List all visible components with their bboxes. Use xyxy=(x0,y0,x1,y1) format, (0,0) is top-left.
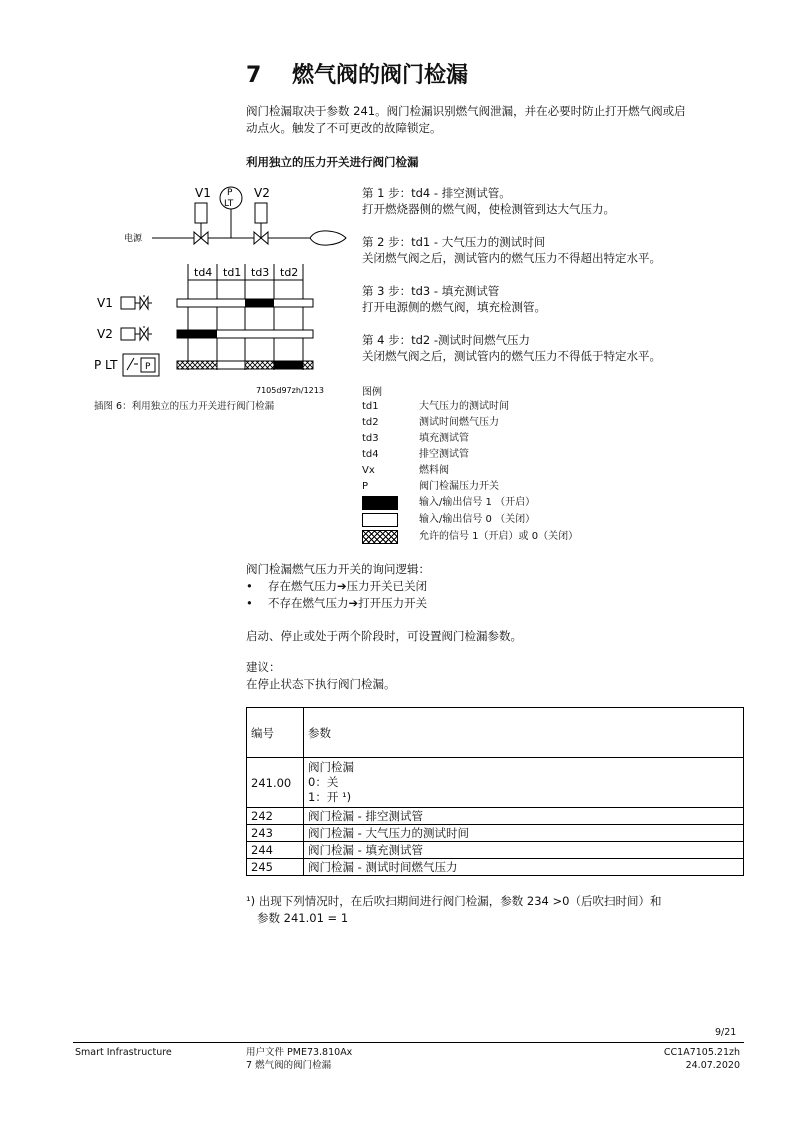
setting-note: 启动、停止或处于两个阶段时，可设置阀门检漏参数。 xyxy=(246,629,522,643)
table-header-row xyxy=(247,708,744,758)
burner-icon xyxy=(310,231,346,245)
table-row: 242 阀门检漏 - 排空测试管 xyxy=(247,808,744,825)
section-subheading: 利用独立的压力开关进行阀门检漏 xyxy=(246,155,419,169)
table-header: 参数 xyxy=(304,708,744,758)
table-header: 编号 xyxy=(247,708,304,758)
step-3: 第 3 步：td3 - 填充测试管 打开电源侧的燃气阀，填充检测管。 xyxy=(362,284,546,314)
v1-actuator xyxy=(195,203,207,223)
v2-signal-on xyxy=(177,330,217,338)
table-row: 243 阀门检漏 - 大气压力的测试时间 xyxy=(247,825,744,842)
v1-row-label: V1 xyxy=(97,296,113,310)
signal-any-swatch xyxy=(362,530,398,544)
advice-title: 建议： xyxy=(246,660,281,674)
table-row: 241.00 阀门检漏 0：关 1：开 ¹) xyxy=(247,758,744,808)
svg-text:LT: LT xyxy=(224,199,234,209)
footer-doc-code: CC1A7105.21zh xyxy=(663,1047,740,1058)
footer-document: 用户文件 PME73.810Ax xyxy=(246,1047,353,1058)
plt-signal-any-2 xyxy=(245,361,274,369)
parameter-table xyxy=(246,707,744,876)
footer-company: Smart Infrastructure xyxy=(75,1047,172,1058)
table-row: 244 阀门检漏 - 填充测试管 xyxy=(247,842,744,859)
plt-signal-any-3 xyxy=(303,361,313,369)
page-title xyxy=(246,58,468,89)
v2-row-label: V2 xyxy=(97,327,113,341)
footer-date: 24.07.2020 xyxy=(685,1060,740,1071)
svg-text:P: P xyxy=(227,188,233,198)
v1-top-label: V1 xyxy=(195,186,211,200)
figure-caption: 插图 6：利用独立的压力开关进行阀门检漏 xyxy=(94,401,275,412)
page-number: 9/21 xyxy=(715,1027,737,1038)
signal-on-swatch xyxy=(362,496,398,510)
step-1: 第 1 步：td4 - 排空测试管。 打开燃烧器侧的燃气阀，使检测管到达大气压力。 xyxy=(362,186,615,216)
chapter-title: 燃气阀的阀门检漏 xyxy=(292,63,469,88)
arrow-icon: ➔ xyxy=(337,579,347,593)
power-label: 电源 xyxy=(124,234,143,244)
footer-chapter: 7 燃气阀的阀门检漏 xyxy=(246,1060,332,1071)
legend-title: 图例 xyxy=(362,387,382,398)
advice-text: 在停止状态下执行阀门检漏。 xyxy=(246,677,396,691)
chapter-number: 7 xyxy=(246,63,262,88)
step-2: 第 2 步：td1 - 大气压力的测试时间 关闭燃气阀之后，测试管内的燃气压力不得超出特定水平。 xyxy=(362,235,661,265)
logic-bullet: • 不存在燃气压力➔打开压力开关 xyxy=(246,596,428,610)
footer-divider xyxy=(73,1042,744,1043)
signal-off-swatch xyxy=(362,513,398,527)
td1-label: td1 xyxy=(223,266,242,279)
td3-label: td3 xyxy=(251,266,270,279)
td2-label: td2 xyxy=(280,266,299,279)
td4-label: td4 xyxy=(194,266,213,279)
step-4: 第 4 步：td2 -测试时间燃气压力 关闭燃气阀之后，测试管内的燃气压力不得低于特定水平。 xyxy=(362,333,661,363)
svg-text:P: P xyxy=(145,362,151,372)
footnote-line-2: 参数 241.01 = 1 xyxy=(257,911,349,925)
valve-leak-test-diagram xyxy=(90,180,360,420)
v2-top-label: V2 xyxy=(254,186,270,200)
footnote-line-1: ¹) 出现下列情况时，在后吹扫期间进行阀门检漏，参数 234 >0（后吹扫时间）和 xyxy=(246,894,662,908)
logic-bullet: • 存在燃气压力➔压力开关已关闭 xyxy=(246,579,428,593)
arrow-icon: ➔ xyxy=(348,596,359,610)
plt-signal-on xyxy=(274,361,303,369)
v2-actuator xyxy=(255,203,267,223)
intro-paragraph: 阀门检漏取决于参数 241。阀门检漏识别燃气阀泄漏，并在必要时防止打开燃气阀或启 动点火。触发了不可更改的故障锁定。 xyxy=(246,104,686,135)
plt-row-label: P LT xyxy=(94,358,118,372)
table-row: 245 阀门检漏 - 测试时间燃气压力 xyxy=(247,859,744,876)
figure-code: 7105d97zh/1213 xyxy=(256,386,324,395)
plt-signal-any-1 xyxy=(177,361,217,369)
v1-signal-on xyxy=(245,299,274,307)
logic-title: 阀门检漏燃气压力开关的询问逻辑： xyxy=(246,562,430,576)
